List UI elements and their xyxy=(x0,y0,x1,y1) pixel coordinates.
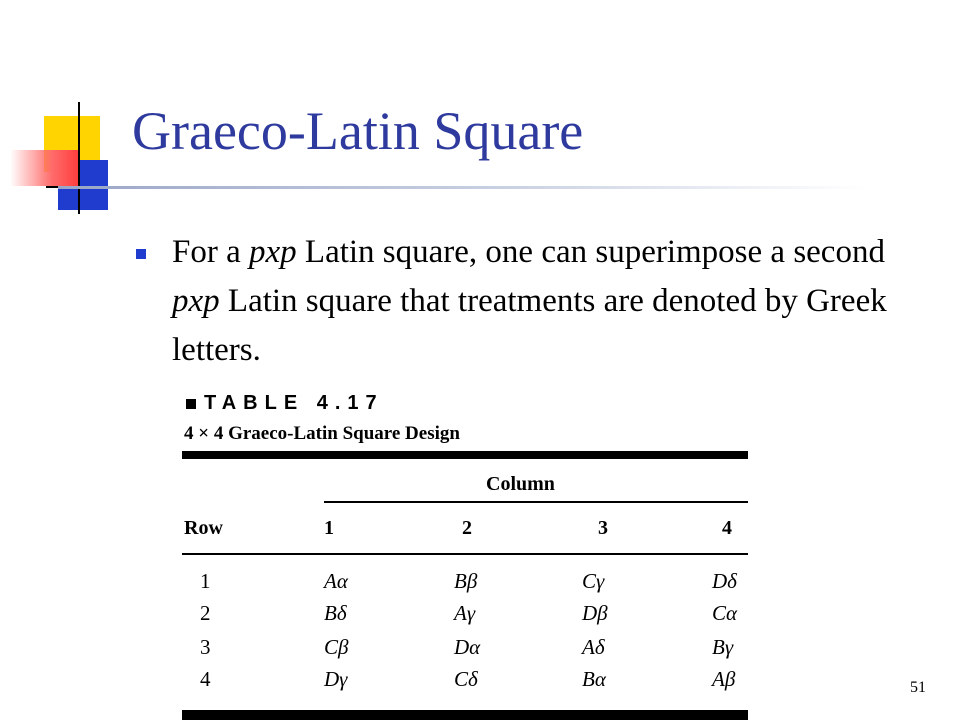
row-header: Row xyxy=(184,517,223,539)
row-label: 4 xyxy=(200,667,211,691)
header-row xyxy=(182,501,748,553)
table-row xyxy=(182,569,748,603)
table-cell: Aγ xyxy=(454,601,476,625)
table-cell: Dα xyxy=(454,635,481,659)
graeco-latin-table xyxy=(182,392,748,705)
decor-vertical-line xyxy=(78,102,80,214)
table-cell: Bα xyxy=(582,667,606,691)
column-header-4: 4 xyxy=(722,517,732,539)
bullet-text xyxy=(172,228,932,375)
column-group-label: Column xyxy=(486,473,555,495)
page-number: 51 xyxy=(910,679,926,696)
table-label-text: TABLE 4.17 xyxy=(204,392,384,414)
table-cell: Cγ xyxy=(582,569,605,593)
table-cell: Dδ xyxy=(712,569,737,593)
table-row xyxy=(182,667,748,701)
table-cell: Aδ xyxy=(582,635,605,659)
table-cell: Bγ xyxy=(712,635,734,659)
bullet-text-part: Latin square, one can superimpose a second xyxy=(296,234,885,270)
column-header-2: 2 xyxy=(462,517,472,539)
bullet-square-icon xyxy=(136,249,146,259)
table-cell: Cα xyxy=(712,601,738,625)
table-cell: Bβ xyxy=(454,569,478,593)
table-top-rule xyxy=(182,451,748,459)
row-label: 2 xyxy=(200,601,211,625)
column-header-1: 1 xyxy=(324,517,334,539)
row-label: 3 xyxy=(200,635,211,659)
table-bottom-rule xyxy=(182,710,748,720)
table-cell: Aβ xyxy=(712,667,736,691)
table-cell: Aα xyxy=(324,569,348,593)
table-cell: Dγ xyxy=(324,667,348,691)
bullet-italic-pxp: pxp xyxy=(249,234,297,270)
table-label-square-icon xyxy=(186,399,196,409)
table-body xyxy=(182,555,748,705)
table-cell: Cβ xyxy=(324,635,349,659)
table-label xyxy=(186,392,748,415)
bullet-text-part: Latin square that treatments are denoted by Greek letters. xyxy=(172,283,887,368)
column-group-header xyxy=(182,459,748,501)
title-underline xyxy=(58,186,868,189)
table-caption: 4 × 4 Graeco-Latin Square Design xyxy=(184,423,460,444)
row-label: 1 xyxy=(200,569,211,593)
decor-red-gradient xyxy=(10,150,80,186)
bullet-text-part: For a xyxy=(172,234,249,270)
table-cell: Bδ xyxy=(324,601,347,625)
table-row xyxy=(182,635,748,669)
table-row xyxy=(182,601,748,635)
bullet-italic-pxp: pxp xyxy=(172,283,220,319)
slide-title: Graeco-Latin Square xyxy=(132,101,584,161)
table-cell: Dβ xyxy=(582,601,608,625)
column-header-3: 3 xyxy=(598,517,608,539)
table-cell: Cδ xyxy=(454,667,478,691)
